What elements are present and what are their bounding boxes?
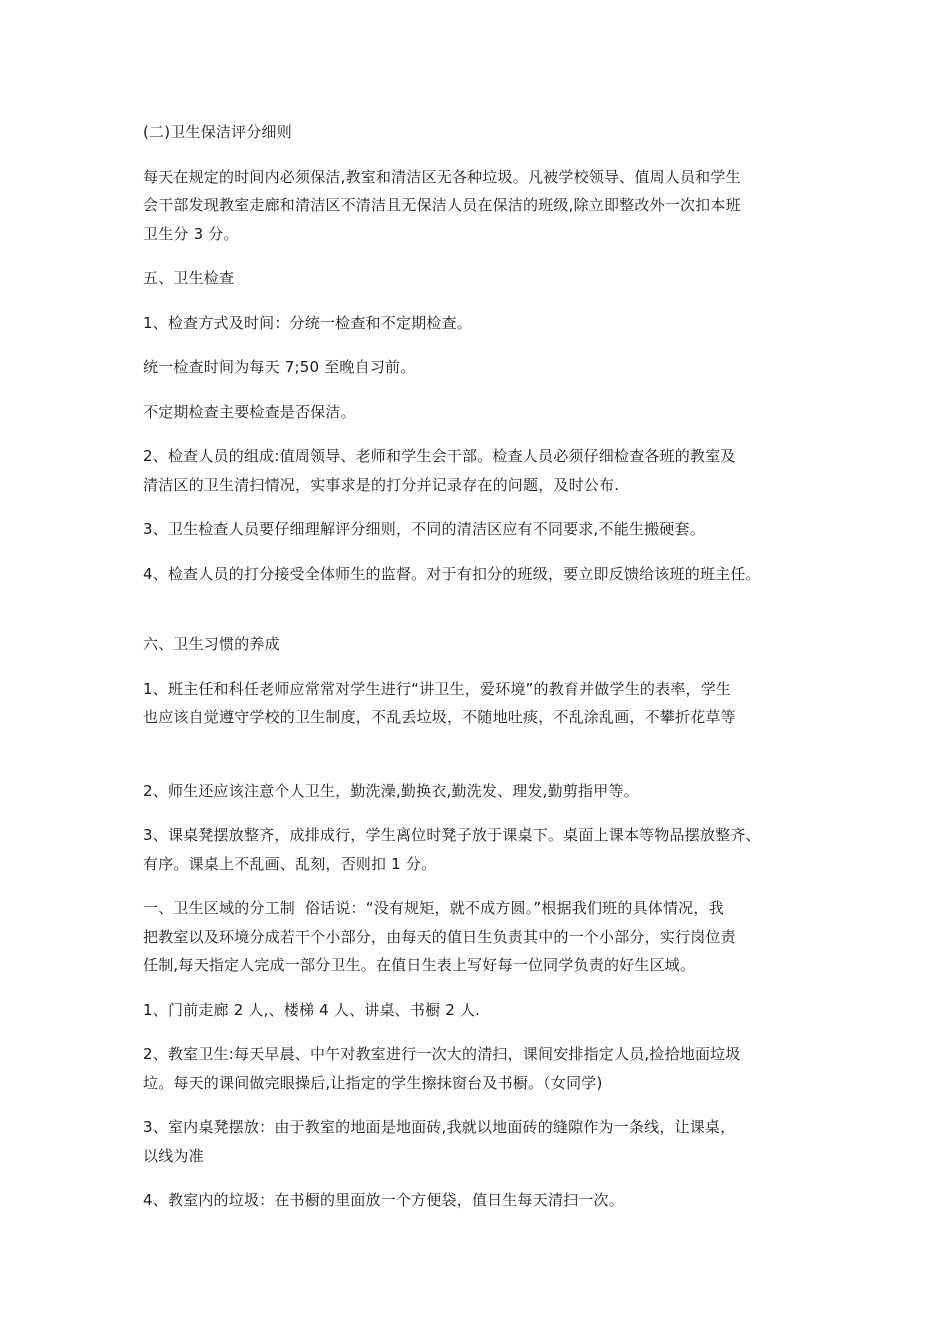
paragraph-desk-alignment: 3、室内桌凳摆放：由于教室的地面是地面砖,我就以地面砖的缝隙作为一条线，让课桌， 以线为准 xyxy=(143,1118,736,1165)
paragraph-area-division: 一、卫生区域的分工制 俗话说：“没有规矩，就不成方圆。”根据我们班的具体情况，我 把教室以及环境分成若干个小部分，由每天的值日生负责其中的一个小部分，实行岗位责 任制,每天指定人完成一部分卫生。在值日生表上写好每一位同学负责的好生区域。 xyxy=(143,899,736,974)
paragraph-classroom-trash: 4、教室内的垃圾：在书橱的里面放一个方便袋，值日生每天清扫一次。 xyxy=(143,1191,624,1209)
document-page xyxy=(143,118,823,1215)
section-heading-scoring: (二)卫生保洁评分细则 xyxy=(143,123,292,141)
paragraph-irregular-inspection: 不定期检查主要检查是否保洁。 xyxy=(143,402,356,421)
paragraph-staffing: 1、门前走廊 2 人,、楼梯 4 人、讲桌、书橱 2 人. xyxy=(143,1000,481,1019)
paragraph-personal-hygiene: 2、师生还应该注意个人卫生，勤洗澡,勤换衣,勤洗发、理发,勤剪指甲等。 xyxy=(143,781,639,800)
section-heading-habits: 六、卫生习惯的养成 xyxy=(143,635,280,653)
paragraph-cleaning-rule: 每天在规定的时间内必须保洁,教室和清洁区无各种垃圾。凡被学校领导、值周人员和学生 会干部发现教室走廊和清洁区不清洁且无保洁人员在保洁的班级,除立即整改外一次扣本班 卫生分 3 分。 xyxy=(143,167,741,243)
paragraph-inspector-rules: 3、卫生检查人员要仔细理解评分细则，不同的清洁区应有不同要求,不能生搬硬套。 xyxy=(143,520,705,538)
paragraph-inspection-method: 1、检查方式及时间：分统一检查和不定期检查。 xyxy=(143,313,472,332)
section-heading-inspection: 五、卫生检查 xyxy=(143,269,235,287)
paragraph-inspection-time: 统一检查时间为每天 7;50 至晚自习前。 xyxy=(143,358,416,376)
paragraph-teacher-role: 1、班主任和科任老师应常常对学生进行“讲卫生，爱环境”的教育并做学生的表率，学生 也应该自觉遵守学校的卫生制度，不乱丢垃圾，不随地吐痰，不乱涂乱画，不攀折花草等 xyxy=(143,679,736,726)
paragraph-inspectors: 2、检查人员的组成:值周领导、老师和学生会干部。检查人员必须仔细检查各班的教室及 清洁区的卫生清扫情况，实事求是的打分并记录存在的问题，及时公布. xyxy=(143,447,736,494)
paragraph-classroom-hygiene: 2、教室卫生:每天早晨、中午对教室进行一次大的清扫，课间安排指定人员,捡拾地面垃圾 垃。每天的课间做完眼操后,让指定的学生擦抹窗台及书橱。（女同学) xyxy=(143,1045,741,1092)
paragraph-desk-arrangement: 3、课桌凳摆放整齐，成排成行，学生离位时凳子放于课桌下。桌面上课本等物品摆放整齐、 有序。课桌上不乱画、乱刻，否则扣 1 分。 xyxy=(143,826,761,873)
paragraph-supervision: 4、检查人员的打分接受全体师生的监督。对于有扣分的班级，要立即反馈给该班的班主任。 xyxy=(143,564,761,583)
